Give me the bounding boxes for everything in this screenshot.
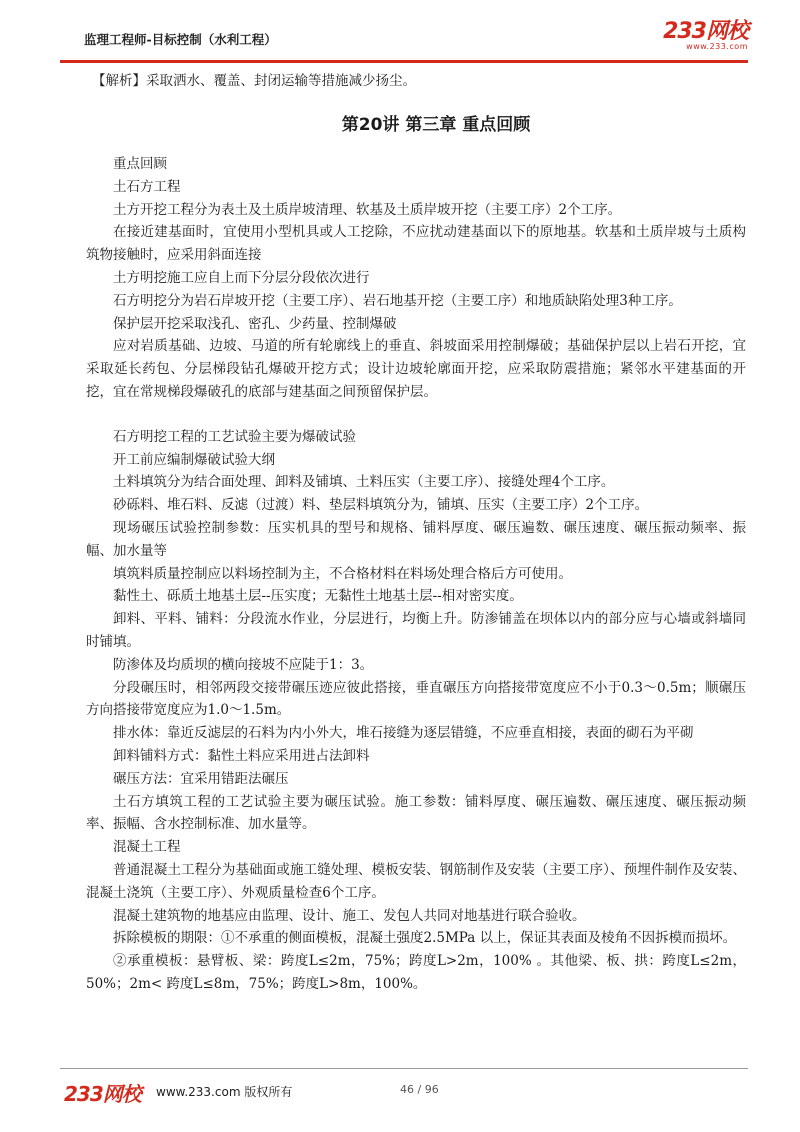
paragraph: 土石方工程: [113, 178, 181, 195]
logo-text: 233网校: [663, 19, 748, 44]
page-number: 46 / 96: [400, 1083, 439, 1096]
paragraph: 开工前应编制爆破试验大纲: [113, 451, 275, 468]
paragraph: 现场碾压试验控制参数：压实机具的型号和规格、铺料厚度、碾压遍数、碾压速度、碾压振动频率、振幅、加水量等: [86, 519, 746, 559]
page-footer: [60, 1076, 748, 1106]
paragraph: 土石方填筑工程的工艺试验主要为碾压试验。施工参数：铺料厚度、碾压遍数、碾压速度、碾压振动频率、振幅、含水控制标准、加水量等。: [86, 793, 746, 833]
paragraph: 混凝土工程: [113, 839, 181, 856]
paragraph-list: [86, 153, 746, 996]
header-title: 监理工程师-目标控制（水利工程）: [84, 32, 277, 47]
paragraph: 混凝土建筑物的地基应由监理、设计、施工、发包人共同对地基进行联合验收。: [113, 907, 586, 924]
paragraph: 砂砾料、堆石料、反滤（过渡）料、垫层料填筑分为，铺填、压实（主要工序）2个工序。: [113, 497, 649, 514]
paragraph: 石方明挖工程的工艺试验主要为爆破试验: [113, 428, 356, 445]
paragraph: 卸料铺料方式：黏性土料应采用进占法卸料: [113, 747, 370, 764]
paragraph: 应对岩质基础、边坡、马道的所有轮廓线上的垂直、斜坡面采用控制爆破；基础保护层以上岩石开挖，宜采取延长药包、分层梯段钻孔爆破开挖方式；设计边坡轮廓面开挖，应采取防震措施；紧邻水平建基面的开挖，宜在常规梯段爆破孔的底部与建基面之间预留保护层。: [86, 338, 746, 400]
paragraph: 填筑料质量控制应以料场控制为主，不合格材料在料场处理合格后方可使用。: [113, 565, 572, 582]
paragraph: 拆除模板的期限：①不承重的侧面模板，混凝土强度2.5MPa 以上，保证其表面及棱角不因拆模而损坏。: [113, 930, 737, 947]
paragraph: 黏性土、砾质土地基土层--压实度；无黏性土地基土层--相对密实度。: [113, 588, 523, 605]
paragraph: 土料填筑分为结合面处理、卸料及铺填、土料压实（主要工序）、接缝处理4个工序。: [113, 474, 615, 491]
paragraph-gap: [86, 404, 746, 426]
logo-subtext: www.233.com: [686, 42, 748, 51]
paragraph: 在接近建基面时，宜使用小型机具或人工挖除，不应扰动建基面以下的原地基。软基和土质岸坡与土质构筑物接触时，应采用斜面连接: [86, 224, 746, 264]
paragraph: 排水体：靠近反滤层的石料为内小外大，堆石接缝为逐层错缝，不应垂直相接，表面的砌石为平砌: [113, 725, 694, 742]
paragraph: 土方明挖施工应自上而下分层分段依次进行: [113, 269, 370, 286]
document-body: [86, 68, 746, 996]
page-header: [60, 18, 748, 58]
footer-copyright: www.233.com 版权所有: [156, 1085, 293, 1099]
footer-logo[interactable]: 233网校: [64, 1082, 141, 1106]
paragraph: 重点回顾: [113, 156, 167, 172]
paragraph: 保护层开挖采取浅孔、密孔、少药量、控制爆破: [113, 315, 397, 332]
footer-divider: [60, 1068, 748, 1069]
header-divider: [60, 60, 748, 63]
paragraph: 石方明挖分为岩石岸坡开挖（主要工序）、岩石地基开挖（主要工序）和地质缺陷处理3种工序。: [113, 292, 682, 309]
paragraph: ②承重模板：悬臂板、梁：跨度L≤2m，75%；跨度L>2m，100% 。其他梁、板、拱：跨度L≤2m，50%；2m< 跨度L≤8m，75%；跨度L>8m，100%。: [86, 953, 746, 992]
lecture-title: 第20讲 第三章 重点回顾: [341, 115, 531, 135]
paragraph: 分段碾压时，相邻两段交接带碾压迹应彼此搭接，垂直碾压方向搭接带宽度应不小于0.3～0.5m；顺碾压方向搭接带宽度应为1.0～1.5m。: [86, 679, 746, 719]
analysis-note: 【解析】采取洒水、覆盖、封闭运输等措施减少扬尘。: [92, 73, 416, 89]
paragraph: 土方开挖工程分为表土及土质岸坡清理、软基及土质岸坡开挖（主要工序）2个工序。: [113, 201, 622, 218]
paragraph: 卸料、平料、铺料：分段流水作业，分层进行，均衡上升。防渗铺盖在坝体以内的部分应与心墙或斜墙同时铺填。: [86, 611, 746, 650]
paragraph: 防渗体及均质坝的横向接坡不应陡于1：3。: [113, 656, 374, 673]
paragraph: 普通混凝土工程分为基础面或施工缝处理、模板安装、钢筋制作及安装（主要工序）、预埋件制作及安装、混凝土浇筑（主要工序）、外观质量检查6个工序。: [86, 861, 746, 901]
paragraph: 碾压方法：宜采用错距法碾压: [113, 770, 289, 787]
brand-logo[interactable]: [663, 20, 748, 51]
